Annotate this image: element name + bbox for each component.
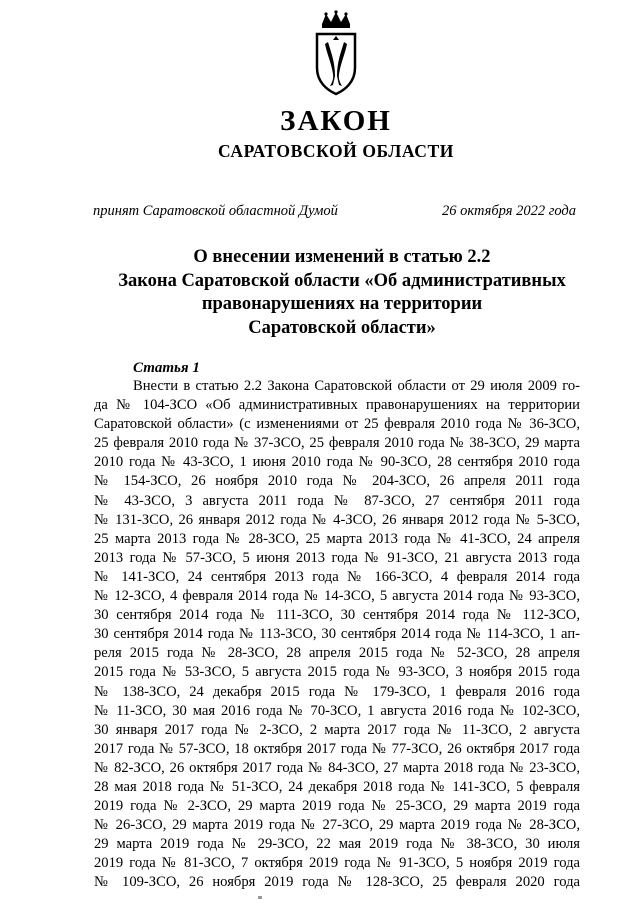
law-region-subtitle: САРАТОВСКОЙ ОБЛАСТИ xyxy=(217,141,455,161)
body-line: 2017 года № 57-ЗСО, 18 октября 2017 года № 77-ЗСО, 26 октября 2017 года xyxy=(94,740,580,757)
body-line: № 109-ЗСО, 26 ноября 2019 года № 128-ЗСО, 25 февраля 2020 года xyxy=(94,874,580,891)
article-title: Статья 1 xyxy=(133,360,200,376)
heading-line: правонарушениях на территории xyxy=(201,294,483,314)
document-heading xyxy=(92,246,592,340)
body-line: № 12-ЗСО, 4 февраля 2014 года № 14-ЗСО, 5 августа 2014 года № 93-ЗСО, xyxy=(94,588,580,605)
heading-line: О внесении изменений в статью 2.2 xyxy=(193,247,491,267)
coat-of-arms-icon xyxy=(313,10,359,96)
body-line: 30 сентября 2014 года № 111-ЗСО, 30 сентября 2014 года № 112-ЗСО, xyxy=(94,607,580,624)
body-line: 25 марта 2013 года № 28-ЗСО, 25 марта 2013 года № 41-ЗСО, 24 апреля xyxy=(94,530,580,547)
body-line: № 138-ЗСО, 24 декабря 2015 года № 179-ЗСО, 1 февраля 2016 года xyxy=(94,683,580,700)
article-body xyxy=(94,377,580,893)
body-line: № 26-ЗСО, 29 марта 2019 года № 27-ЗСО, 29 марта 2019 года № 28-ЗСО, xyxy=(94,817,580,834)
body-line: 2015 года № 53-ЗСО, 5 августа 2015 года № 93-ЗСО, 3 ноября 2015 года xyxy=(94,664,580,681)
law-title: ЗАКОН xyxy=(280,105,392,137)
body-line: 2010 года № 43-ЗСО, 1 июня 2010 года № 90-ЗСО, 28 сентября 2010 года xyxy=(94,454,580,471)
body-line: 2019 года № 2-ЗСО, 29 марта 2019 года № 25-ЗСО, 29 марта 2019 года xyxy=(94,798,580,815)
body-line: № 141-ЗСО, 24 сентября 2013 года № 166-ЗСО, 4 февраля 2014 года xyxy=(94,568,580,585)
adopted-date: 26 октября 2022 года xyxy=(442,203,576,219)
body-line: Саратовской области» (с изменениями от 25 февраля 2010 года № 36-ЗСО, xyxy=(94,416,580,433)
body-line: № 43-ЗСО, 3 августа 2011 года № 87-ЗСО, 27 сентября 2011 года xyxy=(94,492,580,509)
body-line: реля 2015 года № 28-ЗСО, 28 апреля 2015 года № 52-ЗСО, 28 апреля xyxy=(94,645,580,662)
body-line: 25 февраля 2010 года № 37-ЗСО, 25 февраля 2010 года № 38-ЗСО, 29 марта xyxy=(94,435,580,452)
body-line: № 131-ЗСО, 26 января 2012 года № 4-ЗСО, 26 января 2012 года № 5-ЗСО, xyxy=(94,511,580,528)
body-line: 2019 года № 81-ЗСО, 7 октября 2019 года № 91-ЗСО, 5 ноября 2019 года xyxy=(94,855,580,872)
body-line: № 82-ЗСО, 26 октября 2017 года № 84-ЗСО, 27 марта 2018 года № 23-ЗСО, xyxy=(94,759,580,776)
page-mark xyxy=(258,896,262,899)
body-line: № 11-ЗСО, 30 мая 2016 года № 70-ЗСО, 1 августа 2016 года № 102-ЗСО, xyxy=(94,702,580,719)
body-line: 28 мая 2018 года № 51-ЗСО, 24 декабря 2018 года № 141-ЗСО, 5 февраля xyxy=(94,778,580,795)
adopted-by: принят Саратовской областной Думой xyxy=(93,203,338,219)
body-line: Внести в статью 2.2 Закона Саратовской области от 29 июля 2009 го- xyxy=(133,378,580,394)
heading-line: Саратовской области» xyxy=(248,317,436,338)
body-line: 29 марта 2019 года № 29-ЗСО, 22 мая 2019 года № 38-ЗСО, 30 июля xyxy=(94,836,580,853)
body-line: № 154-ЗСО, 26 ноября 2010 года № 204-ЗСО, 26 апреля 2011 года xyxy=(94,473,580,490)
body-line: 2013 года № 57-ЗСО, 5 июня 2013 года № 91-ЗСО, 21 августа 2013 года xyxy=(94,549,580,566)
body-line: 30 сентября 2014 года № 113-ЗСО, 30 сентября 2014 года № 114-ЗСО, 1 ап- xyxy=(94,626,580,643)
heading-line: Закона Саратовской области «Об административных xyxy=(118,270,566,291)
body-line: 30 января 2017 года № 2-ЗСО, 2 марта 2017 года № 11-ЗСО, 2 августа xyxy=(94,721,580,738)
body-line: да № 104-ЗСО «Об административных правонарушениях на территории xyxy=(94,397,580,414)
